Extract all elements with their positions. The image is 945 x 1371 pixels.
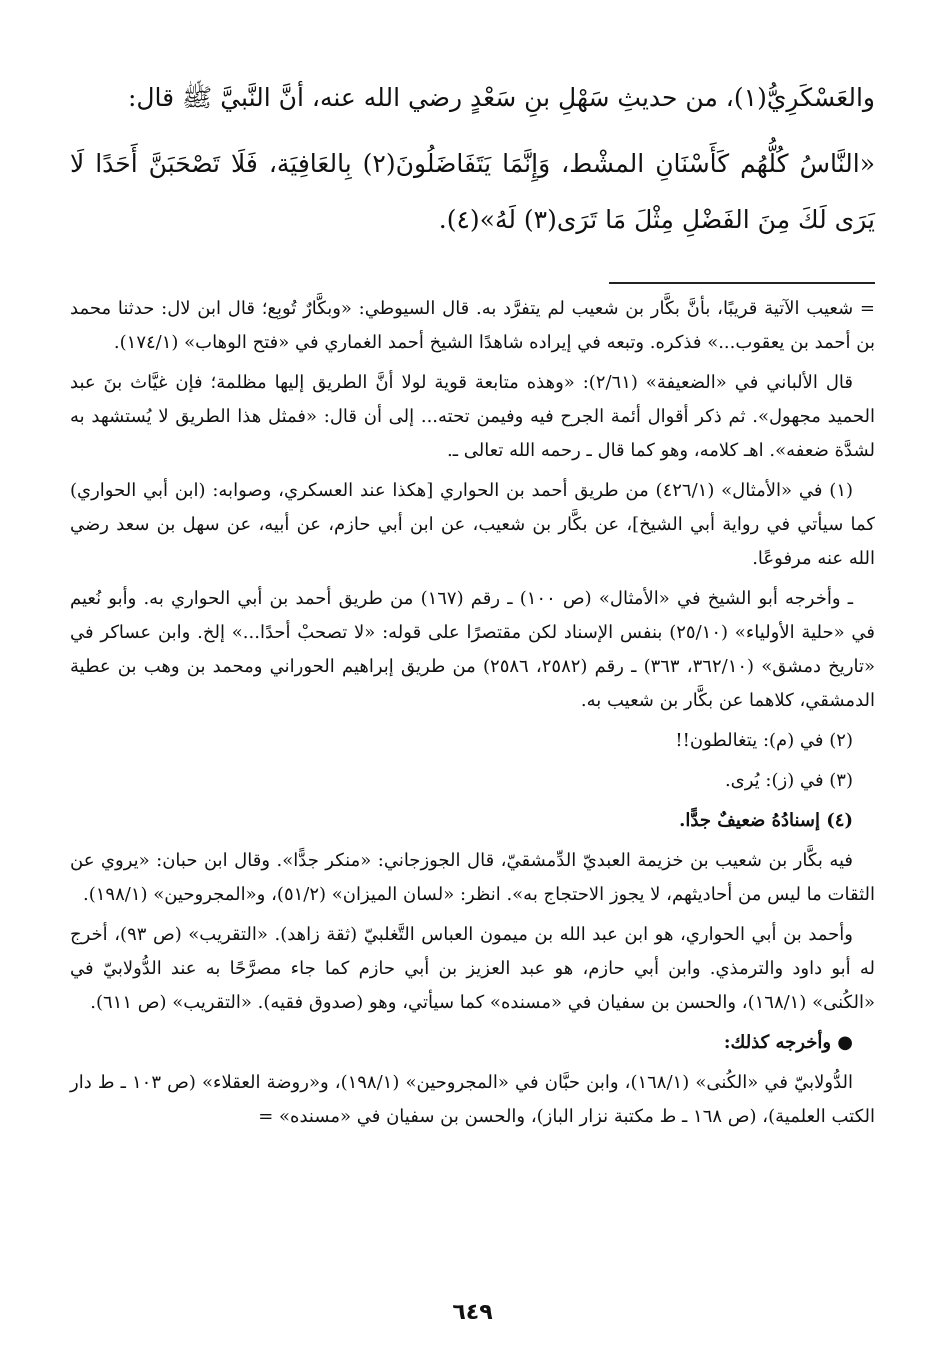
main-text [70, 70, 875, 248]
takhrij-text: الدُّولابيّ في «الكُنى» (١٦٨/١)، وابن حبَّان في «المجروحين» (١٩٨/١)، و«روضة العقلاء» (ص ١٠٣ ـ ط دار الكتب العلمية)، (ص ١٦٨ ـ ط مكتبة نزار الباز)، والحسن بن سفيان في «مسنده» = [70, 1072, 875, 1127]
footnote-4-narrator: فيه بكَّار بن شعيب بن خزيمة العبديّ الدِّمشقيّ، قال الجوزجاني: «منكر جدًّا». وقال ابن حبان: «يروي عن الثقات ما ليس من أحاديثهم، لا يجوز الاحتجاج به». انظر: «لسان الميزان» (٥١/٢)، و«المجروحين» (١٩٨/١). [70, 850, 875, 905]
footnote-continuation: = شعيب الآتية قريبًا، بأنَّ بكَّار بن شعيب لم يتفرَّد به. قال السيوطي: «وبكَّارٌ تُوبِع؛ قال ابن لال: حدثنا محمد بن أحمد بن يعقوب...» فذكره. وتبعه في إيراده شاهدًا الشيخ أحمد الغماري في «فتح الوهاب» (١٧٤/١). [70, 298, 875, 353]
page-number: ٦٤٩ [452, 1300, 493, 1325]
hadith-text: «النَّاسُ كُلُّهُم كَأَسْنَانِ المشْط، وَإِنَّمَا يَتَفَاضَلُونَ(٢) بِالعَافِيَة، فَلَا تَصْحَبَنَّ أَحَدًا لَا يَرَى لَكَ مِنَ الفَضْلِ مِثْلَ مَا تَرَى(٣) لَهُ»(٤). [70, 149, 875, 234]
footnote-3: (٣) في (ز): يُرى. [724, 770, 853, 791]
footnote-1-cont: ـ وأخرجه أبو الشيخ في «الأمثال» (ص ١٠٠) ـ رقم (١٦٧) من طريق أحمد بن أبي الحواري به. وأبو نُعيم في «حلية الأولياء» (٢٥/١٠) بنفس الإسناد لكن مقتصرًا على قوله: «لا تصحبْ أحدًا...» إلخ. وابن عساكر في «تاريخ دمشق» (٣٦٢/١٠، ٣٦٣) ـ رقم (٢٥٨٢، ٢٥٨٦) من طريق إبراهيم الحوراني ومحمد بن وهب بن عطية الدمشقي، كلاهما عن بكَّار بن شعيب به. [70, 588, 876, 711]
footnote-albani: قال الألباني في «الضعيفة» (٢/٦١): «وهذه متابعة قوية لولا أنَّ الطريق إليها مظلمة؛ فإن غيَّاث بنَ عبد الحميد مجهول». ثم ذكر أقوال أئمة الجرح فيه وفيمن تحته... إلى أن قال: «فمثل هذا الطريق لا يُستشهد به لشدَّة ضعفه». اهـ كلامه، وهو كما قال ـ رحمه الله تعالى ـ. [70, 372, 875, 461]
footnote-divider [609, 282, 875, 284]
footnotes [70, 292, 875, 1134]
footnote-1: (١) في «الأمثال» (٤٢٦/١) من طريق أحمد بن الحواري [هكذا عند العسكري، وصوابه: (ابن أبي الحواري) كما سيأتي في رواية أبي الشيخ]، عن بكَّار بن شعيب، عن ابن أبي حازم، عن أبيه، عن سهل بن سعد رضي الله عنه مرفوعًا. [70, 480, 875, 569]
footnote-2: (٢) في (م): يتغالطون!! [675, 730, 853, 751]
takhrij-heading: ● وأخرجه كذلك: [723, 1032, 853, 1053]
intro-line: والعَسْكَرِيُّ(١)، من حديثِ سَهْلِ بنِ سَعْدٍ رضي الله عنه، أنَّ النَّبيَّ ﷺ قال: [127, 83, 875, 112]
footnote-4-narrators: وأحمد بن أبي الحواري، هو ابن عبد الله بن ميمون العباس التَّغلبيّ (ثقة زاهد). «التقريب» (ص ٩٣)، أخرج له أبو داود والترمذي. وابن أبي حازم، هو عبد العزيز بن أبي حازم كما جاء مصرَّحًا به عند الدُّولابيّ في «الكُنى» (١٦٨/١)، والحسن بن سفيان في «مسنده» كما سيأتي، وهو (صدوق فقيه). «التقريب» (ص ٦١١). [70, 924, 875, 1013]
footnote-4: (٤) إسنادُهُ ضعيفٌ جدًّا. [679, 810, 853, 831]
